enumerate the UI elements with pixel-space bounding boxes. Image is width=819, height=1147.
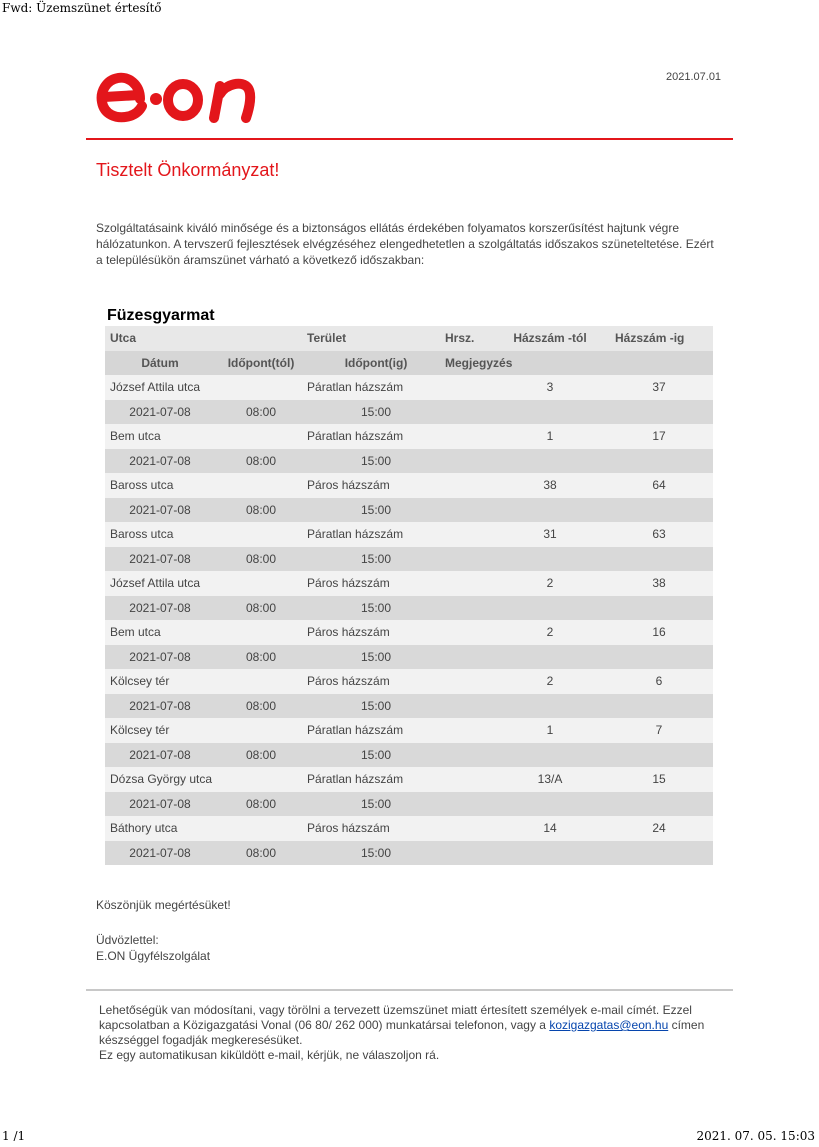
- footer-text: Lehetőségük van módosítani, vagy törölni a tervezett üzemszünet miatt értesített személyek e-mail címét. Ezzel kapcsolatban a Közigazgatási Vonal (06 80/ 262 000) munkatársai telefonon, vagy a: [99, 1003, 692, 1032]
- area-type: Páratlan házszám: [307, 527, 404, 542]
- house-from: 2: [546, 625, 554, 640]
- print-header-title: Fwd: Üzemszünet értesítő: [2, 1, 162, 15]
- area-type: Páros házszám: [307, 625, 390, 640]
- time-row: [105, 743, 713, 768]
- house-from: 2: [546, 576, 554, 591]
- area-type: Páratlan házszám: [307, 772, 404, 787]
- intro-paragraph: Szolgáltatásaink kiváló minősége és a biztonságos ellátás érdekében folyamatos korszerűsítést hajtunk végre hálózatunkon. A tervszerű fejlesztések elvégzéséhez elengedhetetlen a szolgáltatás időszakos szüneteltetése. Ezért a településükön áramszünet várható a következő időszakban:: [96, 221, 714, 267]
- street-row: [105, 375, 713, 400]
- street-row: [105, 718, 713, 743]
- house-from: 1: [546, 723, 554, 738]
- outage-start: 08:00: [245, 845, 277, 860]
- outage-date: 2021-07-08: [129, 796, 191, 811]
- letter-date: 2021.07.01: [666, 71, 722, 83]
- street-row: [105, 767, 713, 792]
- street-name: Kölcsey tér: [110, 674, 170, 689]
- house-from: 31: [543, 527, 557, 542]
- hrsz-cell: [445, 473, 495, 498]
- outage-end: 15:00: [361, 845, 392, 860]
- house-to: 6: [655, 674, 663, 689]
- greeting: Tisztelt Önkormányzat!: [96, 160, 280, 180]
- closing-signature: E.ON Ügyfélszolgálat: [96, 949, 211, 963]
- outage-date: 2021-07-08: [129, 502, 191, 517]
- house-to: 17: [652, 429, 666, 444]
- outage-end: 15:00: [361, 502, 392, 517]
- outage-date: 2021-07-08: [129, 845, 191, 860]
- col-header-from: Házszám -tól: [513, 331, 587, 346]
- street-row: [105, 816, 713, 841]
- house-to: 37: [652, 380, 666, 395]
- time-row: [105, 498, 713, 523]
- footer-auto-note: Ez egy automatikusan kiküldött e-mail, kérjük, ne válaszoljon rá.: [99, 1048, 440, 1062]
- house-from: 14: [543, 821, 557, 836]
- street-row: [105, 669, 713, 694]
- outage-date: 2021-07-08: [129, 649, 191, 664]
- time-row: [105, 645, 713, 670]
- street-row: [105, 522, 713, 547]
- street-name: József Attila utca: [110, 380, 201, 395]
- house-to: 7: [655, 723, 663, 738]
- note-cell: [445, 449, 713, 474]
- outage-end: 15:00: [361, 404, 392, 419]
- area-type: Páratlan házszám: [307, 380, 404, 395]
- house-to: 64: [652, 478, 666, 493]
- footer-notice: [99, 1003, 724, 1063]
- outage-start: 08:00: [245, 747, 277, 762]
- outage-date: 2021-07-08: [129, 747, 191, 762]
- footer-divider: [86, 989, 733, 991]
- outage-end: 15:00: [361, 796, 392, 811]
- outage-end: 15:00: [361, 551, 392, 566]
- street-name: Kölcsey tér: [110, 723, 170, 738]
- note-cell: [445, 792, 713, 817]
- outage-start: 08:00: [245, 453, 277, 468]
- col-header-street: Utca: [110, 331, 137, 346]
- area-type: Páros házszám: [307, 576, 390, 591]
- house-to: 24: [652, 821, 666, 836]
- outage-date: 2021-07-08: [129, 404, 191, 419]
- col-header-end: Időpont(ig): [344, 355, 408, 370]
- street-name: József Attila utca: [110, 576, 201, 591]
- time-row: [105, 841, 713, 866]
- time-row: [105, 449, 713, 474]
- house-to: 15: [652, 772, 666, 787]
- hrsz-cell: [445, 767, 495, 792]
- hrsz-cell: [445, 375, 495, 400]
- col-header-date: Dátum: [141, 355, 179, 370]
- area-type: Páros házszám: [307, 821, 390, 836]
- col-header-to: Házszám -ig: [615, 331, 685, 346]
- hrsz-cell: [445, 571, 495, 596]
- outage-start: 08:00: [245, 649, 277, 664]
- town-name: Füzesgyarmat: [107, 307, 215, 324]
- hrsz-cell: [445, 620, 495, 645]
- hrsz-cell: [445, 718, 495, 743]
- house-to: 16: [652, 625, 666, 640]
- outage-end: 15:00: [361, 698, 392, 713]
- note-cell: [445, 547, 713, 572]
- col-header-note: Megjegyzés: [445, 355, 513, 370]
- hrsz-cell: [445, 816, 495, 841]
- outage-start: 08:00: [245, 600, 277, 615]
- footer-email-link[interactable]: kozigazgatas@eon.hu: [549, 1018, 669, 1032]
- outage-table: [105, 326, 713, 865]
- street-row: [105, 473, 713, 498]
- note-cell: [445, 694, 713, 719]
- street-row: [105, 424, 713, 449]
- house-from: 3: [546, 380, 554, 395]
- time-row: [105, 792, 713, 817]
- outage-date: 2021-07-08: [129, 551, 191, 566]
- table-subheader-row: [105, 351, 713, 376]
- col-header-hrsz: Hrsz.: [445, 331, 475, 346]
- note-cell: [445, 743, 713, 768]
- street-name: Bem utca: [110, 429, 161, 444]
- outage-start: 08:00: [245, 404, 277, 419]
- hrsz-cell: [445, 522, 495, 547]
- print-timestamp: 2021. 07. 05. 15:03: [696, 1129, 815, 1143]
- house-to: 38: [652, 576, 666, 591]
- hrsz-cell: [445, 424, 495, 449]
- time-row: [105, 694, 713, 719]
- outage-date: 2021-07-08: [129, 600, 191, 615]
- area-type: Páros házszám: [307, 478, 390, 493]
- outage-end: 15:00: [361, 600, 392, 615]
- note-cell: [445, 498, 713, 523]
- outage-date: 2021-07-08: [129, 453, 191, 468]
- street-name: Dózsa György utca: [110, 772, 213, 787]
- outage-end: 15:00: [361, 747, 392, 762]
- eon-logo: [96, 66, 266, 124]
- outage-end: 15:00: [361, 649, 392, 664]
- note-cell: [445, 400, 713, 425]
- house-from: 1: [546, 429, 554, 444]
- note-cell: [445, 596, 713, 621]
- hrsz-cell: [445, 669, 495, 694]
- street-row: [105, 620, 713, 645]
- time-row: [105, 596, 713, 621]
- street-name: Baross utca: [110, 478, 174, 493]
- street-name: Bem utca: [110, 625, 161, 640]
- street-name: Báthory utca: [110, 821, 178, 836]
- house-to: 63: [652, 527, 666, 542]
- area-type: Páratlan házszám: [307, 429, 404, 444]
- closing: [96, 932, 210, 964]
- time-row: [105, 547, 713, 572]
- outage-start: 08:00: [245, 698, 277, 713]
- street-row: [105, 571, 713, 596]
- outage-end: 15:00: [361, 453, 392, 468]
- thanks-text: Köszönjük megértésüket!: [96, 898, 231, 912]
- outage-start: 08:00: [245, 796, 277, 811]
- outage-start: 08:00: [245, 551, 277, 566]
- table-header-row: [105, 326, 713, 351]
- header-divider: [86, 138, 733, 140]
- area-type: Páratlan házszám: [307, 723, 404, 738]
- house-from: 38: [543, 478, 557, 493]
- house-from: 2: [546, 674, 554, 689]
- footer-text-cont: címen készséggel fogadják megkeresésüket.: [99, 1018, 705, 1047]
- outage-date: 2021-07-08: [129, 698, 191, 713]
- page-number: 1 /1: [2, 1129, 26, 1143]
- closing-greeting: Üdvözlettel:: [96, 933, 159, 947]
- house-from: 13/A: [537, 772, 563, 787]
- area-type: Páros házszám: [307, 674, 390, 689]
- time-row: [105, 400, 713, 425]
- street-name: Baross utca: [110, 527, 174, 542]
- note-cell: [445, 645, 713, 670]
- note-cell: [445, 841, 713, 866]
- outage-start: 08:00: [245, 502, 277, 517]
- col-header-start: Időpont(tól): [227, 355, 295, 370]
- col-header-area: Terület: [307, 331, 347, 346]
